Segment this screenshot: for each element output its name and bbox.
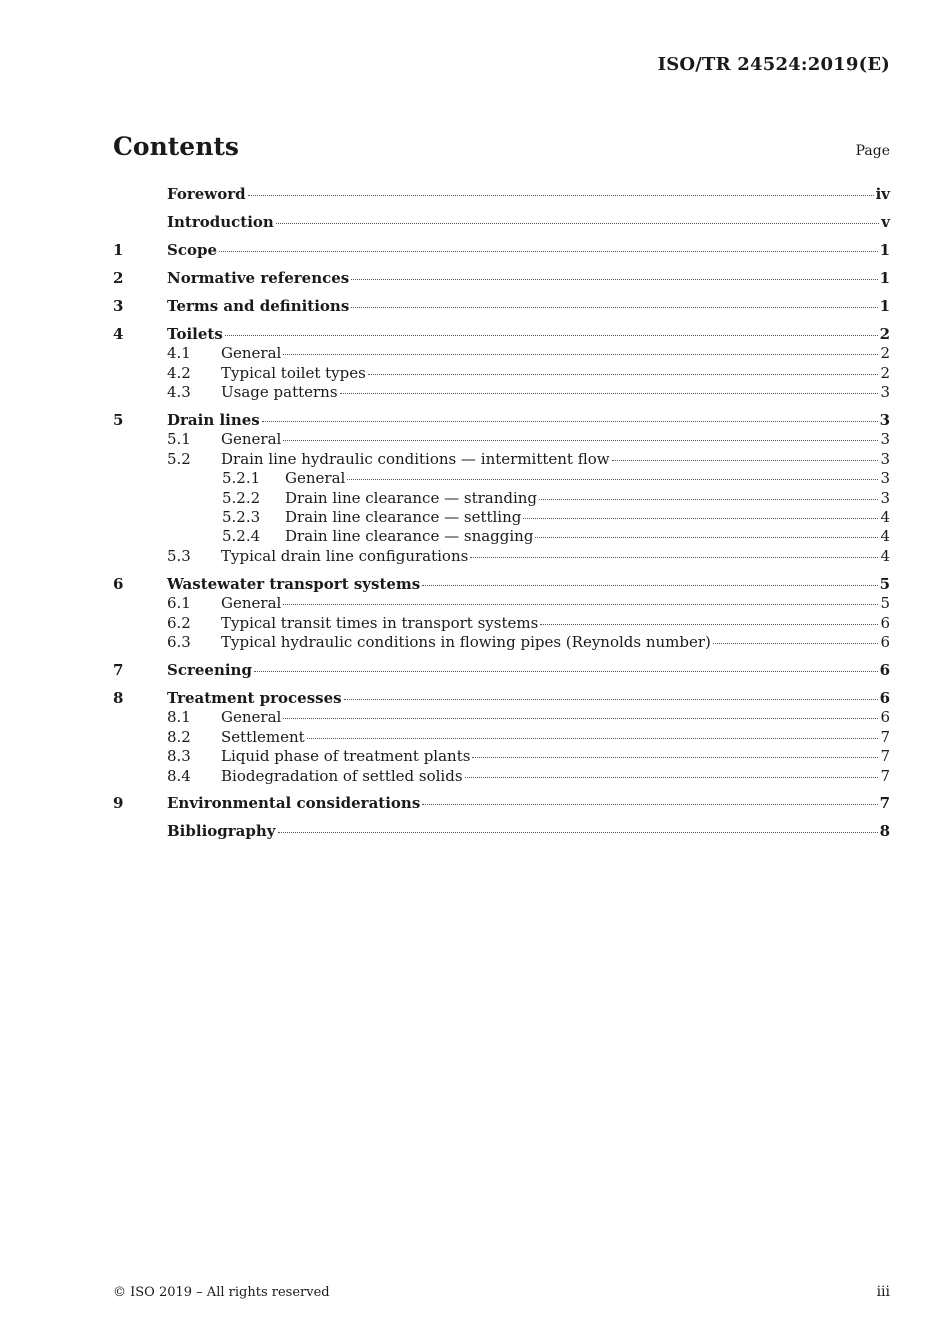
toc-entry-title: Toilets [167,324,223,343]
toc-entry-title: Biodegradation of settled solids [221,766,463,785]
toc-entry-number: 1 [113,240,124,259]
toc-leader-dots [283,353,878,355]
toc-entry-page: 6 [879,688,890,707]
toc-entry-number: 2 [113,268,124,287]
toc-entry-title: Typical drain line configurations [221,546,469,565]
toc-entry[interactable] [113,489,890,508]
toc-entry[interactable] [113,450,890,469]
toc-entry-number: 5.2 [167,449,191,468]
toc-entry-page: 7 [880,727,890,746]
toc-entry-page: 8 [879,822,890,841]
toc-leader-dots [612,459,879,461]
toc-entry-number: 5.2.3 [222,508,261,527]
toc-leader-dots [539,498,878,500]
toc-entry-number: 6.1 [167,594,191,613]
toc-leader-dots [351,278,877,280]
toc-entry[interactable] [113,767,890,786]
toc-entry[interactable] [113,708,890,727]
toc-entry-title: Introduction [167,212,274,231]
toc-leader-dots [422,803,877,805]
toc-entry[interactable] [113,325,890,344]
toc-entry[interactable] [113,241,890,260]
toc-entry[interactable] [113,508,890,527]
toc-entry-title: General [221,708,282,727]
toc-leader-dots [344,698,878,700]
toc-entry-title: General [221,594,282,613]
toc-entry-page: 4 [880,527,890,546]
toc-entry-number: 8.4 [167,766,191,785]
toc-entry-title: Bibliography [167,822,276,841]
toc-entry[interactable] [113,728,890,747]
toc-entry-number: 9 [113,794,124,813]
toc-leader-dots [713,642,879,644]
toc-entry[interactable] [113,633,890,652]
toc-entry-number: 8.1 [167,708,191,727]
toc-entry-number: 8 [113,688,124,707]
toc-entry-page: 6 [880,613,890,632]
toc-leader-dots [523,517,878,519]
toc-leader-dots [465,776,879,778]
toc-entry-page: 1 [879,240,890,259]
toc-entry-title: Wastewater transport systems [167,574,421,593]
toc-entry-number: 5.1 [167,430,191,449]
toc-entry-page: 6 [879,660,890,679]
toc-entry[interactable] [113,661,890,680]
toc-entry-title: Scope [167,240,218,259]
toc-entry-page: 7 [880,747,890,766]
toc-entry[interactable] [113,614,890,633]
toc-entry-title: General [221,344,282,363]
page-title: Contents [113,132,240,161]
toc-leader-dots [368,373,879,375]
toc-leader-dots [248,194,874,196]
toc-leader-dots [340,392,879,394]
footer-page-number: iii [876,1284,890,1300]
toc-entry-title: Typical hydraulic conditions in flowing pipes (Reynolds number) [221,632,711,651]
toc-entry-page: 3 [880,430,890,449]
toc-entry[interactable] [113,411,890,430]
toc-entry-number: 5 [113,411,124,430]
footer-copyright: © ISO 2019 – All rights reserved [113,1285,330,1300]
toc-entry[interactable] [113,575,890,594]
toc-entry-number: 4.1 [167,344,191,363]
toc-leader-dots [219,250,878,252]
toc-entry-page: 4 [880,546,890,565]
toc-entry-number: 6 [113,574,124,593]
toc-entry-title: Terms and definitions [167,296,350,315]
toc-entry[interactable] [113,269,890,288]
toc-entry[interactable] [113,469,890,488]
toc-entry-title: Usage patterns [221,383,338,402]
toc-entry-page: 3 [880,488,890,507]
toc-entry-title: Screening [167,660,252,679]
toc-entry-number: 5.3 [167,546,191,565]
toc-leader-dots [351,306,877,308]
toc-entry-page: 3 [880,469,890,488]
toc-entry[interactable] [113,364,890,383]
toc-entry-title: Drain lines [167,411,260,430]
toc-entry[interactable] [113,185,890,204]
toc-entry-number: 4 [113,324,124,343]
toc-entry-page: 4 [880,508,890,527]
toc-leader-dots [347,478,878,480]
toc-entry-page: iv [875,185,890,203]
toc-entry-title: Drain line clearance — snagging [285,527,534,546]
toc-entry-page: 1 [879,268,890,287]
toc-entry-title: Settlement [221,727,305,746]
toc-entry[interactable] [113,430,890,449]
toc-entry[interactable] [113,822,890,841]
toc-entry-number: 8.2 [167,727,191,746]
toc-entry-title: General [285,469,346,488]
toc-entry-title: Drain line hydraulic conditions — intermittent flow [221,449,610,468]
toc-entry-page: 3 [879,411,890,430]
toc-entry-number: 5.2.4 [222,527,261,546]
toc-entry-title: Typical transit times in transport systems [221,613,539,632]
toc-leader-dots [283,717,878,719]
toc-entry-number: 3 [113,296,124,315]
toc-entry[interactable] [113,383,890,402]
toc-entry-page: 3 [880,383,890,402]
toc-entry[interactable] [113,213,890,232]
toc-entry-number: 6.3 [167,632,191,651]
toc-entry-number: 6.2 [167,613,191,632]
toc-entry-page: 1 [879,296,890,315]
toc-leader-dots [472,756,878,758]
toc-leader-dots [307,737,879,739]
toc-entry-page: 5 [880,594,890,613]
toc-entry-title: Typical toilet types [221,363,366,382]
toc-entry-title: Drain line clearance — stranding [285,488,538,507]
toc-entry-page: v [881,212,890,231]
toc-entry-number: 4.3 [167,383,191,402]
toc-entry-number: 5.2.2 [222,488,261,507]
toc-entry-page: 7 [879,794,890,813]
table-of-contents [113,185,890,842]
toc-entry[interactable] [113,297,890,316]
toc-leader-dots [422,584,877,586]
toc-entry-title: Treatment processes [167,688,342,707]
toc-entry-title: Foreword [167,185,246,203]
toc-entry-page: 6 [880,708,890,727]
toc-entry[interactable] [113,344,890,363]
toc-leader-dots [262,420,878,422]
toc-leader-dots [540,623,878,625]
toc-leader-dots [283,603,878,605]
toc-entry-title: Environmental considerations [167,794,421,813]
toc-entry-page: 7 [880,766,890,785]
toc-entry-page: 6 [880,632,890,651]
toc-entry[interactable] [113,594,890,613]
toc-entry-number: 5.2.1 [222,469,261,488]
toc-entry-page: 2 [879,324,890,343]
toc-leader-dots [283,439,878,441]
toc-entry[interactable] [113,527,890,546]
page-column-label: Page [855,143,890,159]
toc-entry-page: 5 [879,574,890,593]
toc-entry[interactable] [113,689,890,708]
toc-entry-title: General [221,430,282,449]
toc-entry-title: Normative references [167,268,350,287]
toc-entry-page: 2 [880,363,890,382]
toc-leader-dots [276,222,879,224]
toc-entry-title: Liquid phase of treatment plants [221,747,471,766]
toc-entry-title: Drain line clearance — settling [285,508,522,527]
toc-entry[interactable] [113,547,890,566]
toc-leader-dots [254,670,878,672]
document-id: ISO/TR 24524:2019(E) [657,54,890,75]
toc-entry-number: 7 [113,660,124,679]
toc-entry-number: 8.3 [167,747,191,766]
toc-leader-dots [470,556,878,558]
toc-leader-dots [278,831,878,833]
toc-entry-page: 2 [880,344,890,363]
toc-entry-page: 3 [880,449,890,468]
toc-entry[interactable] [113,794,890,813]
toc-leader-dots [535,536,878,538]
toc-entry[interactable] [113,747,890,766]
toc-leader-dots [225,334,878,336]
toc-entry-number: 4.2 [167,363,191,382]
